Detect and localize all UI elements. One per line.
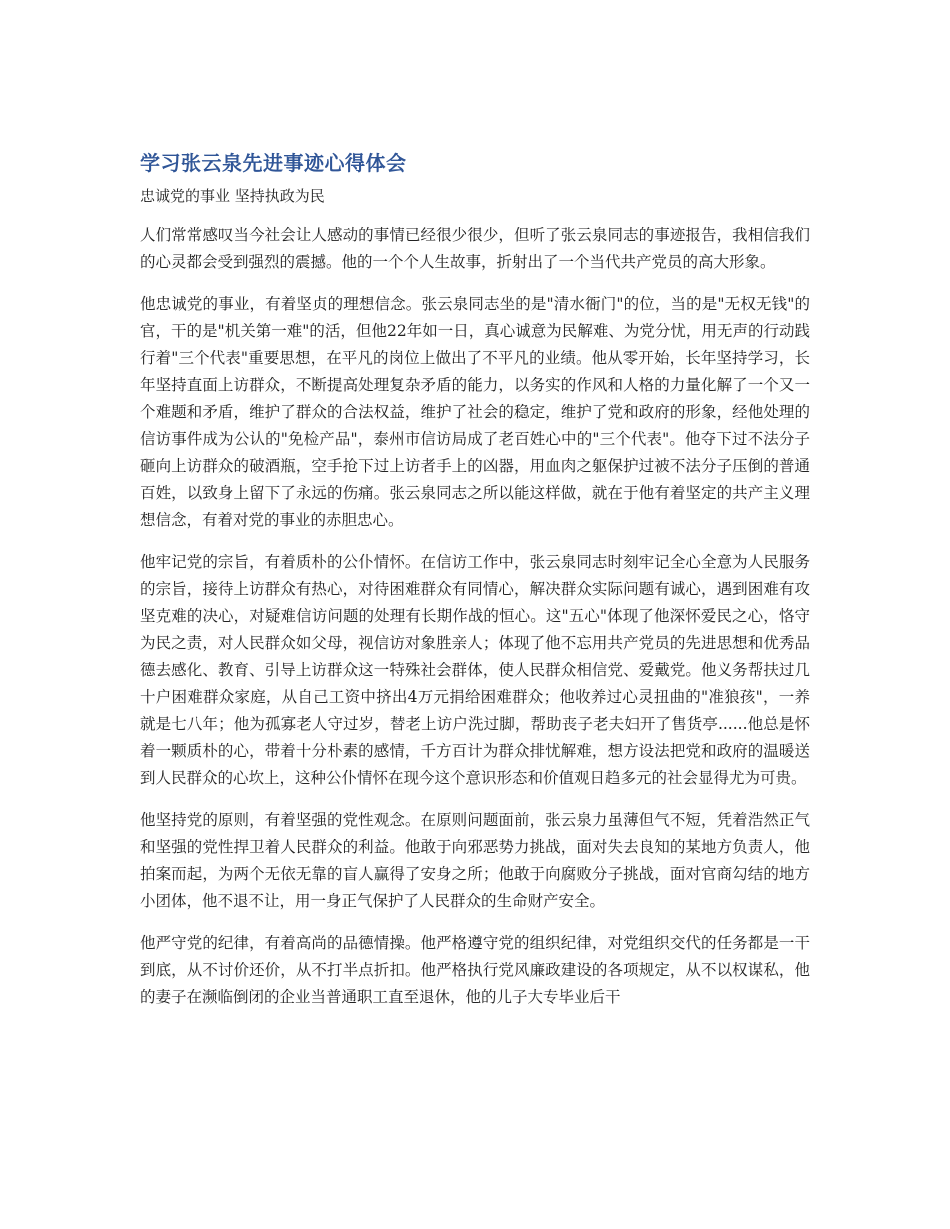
paragraph-discipline: 他严守党的纪律，有着高尚的品德情操。他严格遵守党的组织纪律，对党组织交代的任务都是一干到底，从不讨价还价，从不打半点折扣。他严格执行党风廉政建设的各项规定，从不以权谋私，他的妻子在濒临倒闭的企业当普通职工直至退休，他的儿子大专毕业后干	[140, 934, 810, 1006]
paragraph-loyalty: 他忠诚党的事业，有着坚贞的理想信念。张云泉同志坐的是"清水衙门"的位，当的是"无权无钱"的官，干的是"机关第一难"的活，但他22年如一日，真心诚意为民解难、为党分忧，用无声的行动践行着"三个代表"重要思想，在平凡的岗位上做出了不平凡的业绩。他从零开始，长年坚持学习，长年坚持直面上访群众，不断提高处理复杂矛盾的能力，以务实的作风和人格的力量化解了一个又一个难题和矛盾，维护了群众的合法权益，维护了社会的稳定，维护了党和政府的形象，经他处理的信访事件成为公认的"免检产品"，泰州市信访局成了老百姓心中的"三个代表"。他夺下过不法分子砸向上访群众的破酒瓶，空手抢下过上访者手上的凶器，用血肉之躯保护过被不法分子压倒的普通百姓，以致身上留下了永远的伤痛。张云泉同志之所以能这样做，就在于他有着坚定的共产主义理想信念，有着对党的事业的赤胆忠心。	[140, 295, 810, 529]
paragraph-intro: 人们常常感叹当今社会让人感动的事情已经很少很少，但听了张云泉同志的事迹报告，我相信我们的心灵都会受到强烈的震撼。他的一个个人生故事，折射出了一个当代共产党员的高大形象。	[140, 226, 810, 271]
document-subtitle: 忠诚党的事业 坚持执政为民	[140, 187, 325, 205]
document-title: 学习张云泉先进事迹心得体会	[140, 151, 407, 175]
paragraph-purpose: 他牢记党的宗旨，有着质朴的公仆情怀。在信访工作中，张云泉同志时刻牢记全心全意为人民服务的宗旨，接待上访群众有热心，对待困难群众有同情心，解决群众实际问题有诚心，遇到困难有攻坚克难的决心，对疑难信访问题的处理有长期作战的恒心。这"五心"体现了他深怀爱民之心，恪守为民之责，对人民群众如父母，视信访对象胜亲人；体现了他不忘用共产党员的先进思想和优秀品德去感化、教育、引导上访群众这一特殊社会群体，使人民群众相信党、爱戴党。他义务帮扶过几十户困难群众家庭，从自己工资中挤出4万元捐给困难群众；他收养过心灵扭曲的"准狼孩"，一养就是七八年；他为孤寡老人守过岁，替老上访户洗过脚，帮助丧子老夫妇开了售货亭......他总是怀着一颗质朴的心，带着十分朴素的感情，千方百计为群众排忧解难，想方设法把党和政府的温暖送到人民群众的心坎上，这种公仆情怀在现今这个意识形态和价值观日趋多元的社会显得尤为可贵。	[140, 553, 810, 787]
document-page	[140, 148, 810, 1011]
paragraph-principle: 他坚持党的原则，有着坚强的党性观念。在原则问题面前，张云泉力虽薄但气不短，凭着浩然正气和坚强的党性捍卫着人民群众的利益。他敢于向邪恶势力挑战，面对失去良知的某地方负责人，他拍案而起，为两个无依无靠的盲人赢得了安身之所；他敢于向腐败分子挑战，面对官商勾结的地方小团体，他不退不让，用一身正气保护了人民群众的生命财产安全。	[140, 811, 810, 910]
